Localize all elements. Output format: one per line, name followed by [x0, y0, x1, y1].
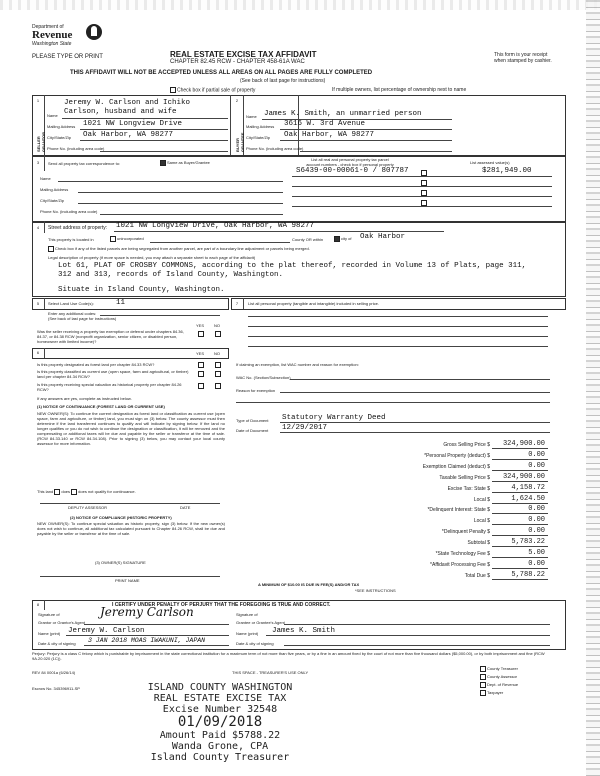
- segregated-label: Check box if any of the listed parcels are being segregated from another parcel, are part of a boundary line adjustment or parcels being merged.: [55, 246, 310, 252]
- city-of-label: city of: [341, 236, 352, 242]
- rule: [284, 645, 550, 646]
- q2-yes-checkbox[interactable]: [198, 371, 204, 377]
- seller-name[interactable]: Jeremy W. Carlson and Ichiko Carlson, husband and wife: [64, 99, 191, 116]
- copy-distribution: [480, 666, 518, 696]
- amount-rule: [492, 546, 548, 547]
- buyer-city-label: City/State/Zip: [246, 135, 271, 140]
- corr-mailing-label: Mailing Address: [40, 187, 69, 192]
- rule: [236, 402, 550, 403]
- divider: [243, 298, 244, 309]
- sec6-q1: Is this property designated as forest land per chapter 84.33 RCW?: [37, 362, 155, 367]
- amount-value[interactable]: 5,783.22: [511, 538, 545, 546]
- does-not-checkbox[interactable]: [71, 489, 77, 495]
- buyer-phone-label: Phone No. (including area code): [246, 146, 304, 151]
- notice1-title: (1) NOTICE OF CONTINUANCE (FOREST LAND OR CURRENT USE): [37, 404, 165, 409]
- seller-side-label: SELLER GRANTOR: [36, 131, 46, 152]
- sec5-yes: YES: [196, 323, 205, 328]
- amount-rule: [492, 481, 548, 482]
- rule: [248, 316, 548, 317]
- city-of-checkbox[interactable]: [334, 236, 340, 242]
- divider: [230, 95, 231, 156]
- rule: [248, 326, 548, 327]
- does-label: does: [61, 489, 71, 495]
- divider: [44, 348, 45, 358]
- sec5-no: NO: [214, 323, 220, 328]
- rule: [292, 176, 552, 177]
- q2-no-checkbox[interactable]: [215, 371, 221, 377]
- grantor-name-label: Name (print): [38, 631, 61, 636]
- partial-sale[interactable]: [170, 87, 255, 93]
- rule: [80, 140, 228, 141]
- assessed-value[interactable]: $281,949.00: [482, 167, 532, 175]
- please-type: PLEASE TYPE OR PRINT: [32, 54, 103, 60]
- amount-rule: [492, 503, 548, 504]
- amount-value[interactable]: 0.00: [528, 451, 545, 459]
- q3-no-checkbox[interactable]: [215, 383, 221, 389]
- amount-value[interactable]: 4,158.72: [511, 484, 545, 492]
- located-label: This property is located in: [48, 237, 94, 242]
- stamp-line-4: 01/09/2018: [177, 714, 263, 730]
- amount-label: Taxable Selling Price $: [439, 475, 490, 481]
- corr-name-label: Name: [40, 176, 51, 181]
- amount-label: *Delinquent Interest: State $: [427, 507, 490, 513]
- stamp-line-1: ISLAND COUNTY WASHINGTON: [147, 682, 293, 693]
- amount-rule: [492, 513, 548, 514]
- rule: [280, 422, 550, 423]
- amount-rule: [492, 492, 548, 493]
- treasurer-only: THIS SPACE - TREASURER'S USE ONLY: [232, 670, 309, 675]
- owners-signature: (3) OWNER(S) SIGNATURE: [95, 560, 146, 565]
- amount-rule: [492, 470, 548, 471]
- stamp-line-6: Wanda Grone, CPA: [171, 741, 269, 752]
- deputy-date: DATE: [180, 505, 191, 510]
- rule: [292, 206, 552, 207]
- additional-codes-label: Enter any additional codes:: [48, 311, 97, 316]
- divider: [44, 600, 45, 610]
- city-of[interactable]: [334, 236, 351, 242]
- divider: [44, 221, 45, 233]
- seller-mailing-label: Mailing Address: [47, 124, 76, 129]
- receipt-note-2: when stamped by cashier.: [494, 58, 552, 64]
- section-1-num: 1: [36, 98, 40, 103]
- buyer-name-label: Name: [246, 114, 257, 119]
- scan-artifact-top: [0, 0, 600, 10]
- rule: [100, 315, 220, 316]
- grantor-signature[interactable]: Jeremy Carlson: [100, 605, 194, 619]
- dept-line3: Washington State: [32, 41, 72, 47]
- buyer-name[interactable]: James K. Smith, an unmarried person: [264, 110, 422, 118]
- unincorporated[interactable]: [110, 236, 144, 242]
- rule: [280, 432, 550, 433]
- rule: [280, 140, 452, 141]
- legal-label: Legal description of property (if more space is needed, you may attach a separate sheet to each page of the affidavit): [48, 255, 256, 260]
- does-checkbox[interactable]: [54, 489, 60, 495]
- multiple-owners: If multiple owners, list percentage of ownership next to name: [332, 87, 467, 93]
- seller-mailing[interactable]: 1021 NW Longview Drive: [83, 120, 183, 128]
- rev-number: REV 84 0001a (6/26/14): [32, 670, 76, 675]
- deputy-assessor: DEPUTY ASSESSOR: [68, 505, 108, 510]
- exemption-question: Was the seller receiving a property tax exemption or deferral under chapters 84.36, 84.37, or 84.38 RCW (nonprofit organization, senior citizen, or disabled person, homeowner with limited income)?: [37, 329, 184, 344]
- amount-label: Excise Tax: State $: [447, 486, 490, 492]
- property-city[interactable]: Oak Harbor: [360, 233, 406, 241]
- minimum-note: A MINIMUM OF $10.00 IS DUE IN FEE(S) AND/OR TAX: [258, 582, 360, 587]
- rule: [300, 151, 452, 152]
- corr-city-label: City/State/Zip: [40, 198, 65, 203]
- street-address[interactable]: 1021 NW Longview Drive, Oak Harbor, WA 98277: [116, 222, 315, 230]
- rule: [290, 379, 550, 380]
- amount-value[interactable]: 324,900.00: [502, 473, 545, 481]
- copy-checkbox[interactable]: [480, 690, 486, 696]
- land-use-code[interactable]: 11: [116, 299, 126, 307]
- amount-rule: [492, 524, 548, 525]
- unincorporated-checkbox[interactable]: [110, 236, 116, 242]
- dept-line2: Revenue: [32, 29, 73, 41]
- correspondence-label: Send all property tax correspondence to:: [48, 161, 121, 166]
- copy-label: Dept. of Revenue: [487, 682, 519, 688]
- rule: [58, 181, 283, 182]
- sig-label-right: Signature of: [236, 612, 258, 617]
- section-6-num: 6: [36, 350, 40, 355]
- amount-rule: [492, 557, 548, 558]
- sec5-no-checkbox[interactable]: [215, 331, 221, 337]
- amount-label: Total Due $: [464, 573, 490, 579]
- amount-rule: [492, 568, 548, 569]
- amount-rule: [492, 579, 548, 580]
- street-label: Street address of property:: [48, 225, 108, 231]
- escrow-number: Escrow No. 345396911-SP: [32, 686, 80, 691]
- grantee-name[interactable]: James K. Smith: [272, 627, 336, 635]
- amount-value[interactable]: 1,624.50: [511, 495, 545, 503]
- rule: [150, 242, 290, 243]
- segregated-checkbox[interactable]: [48, 246, 54, 252]
- seller-city-label: City/State/Zip: [47, 135, 72, 140]
- rule: [284, 624, 550, 625]
- amount-value[interactable]: 0.00: [528, 516, 545, 524]
- amount-label: Subtotal $: [467, 540, 490, 546]
- divider: [44, 298, 45, 309]
- buyer-mailing[interactable]: 3616 W. 3rd Avenue: [284, 120, 366, 128]
- rule: [280, 129, 452, 130]
- copy-label: County Treasurer: [487, 666, 518, 672]
- sec5-yes-checkbox[interactable]: [198, 331, 204, 337]
- doc-type[interactable]: Statutory Warranty Deed: [282, 414, 386, 422]
- sec6-q-any: If any answers are yes, complete as instructed below.: [37, 396, 132, 401]
- land-use-label: Select Land Use Code(s):: [48, 301, 94, 306]
- scan-artifact-right: [586, 0, 600, 776]
- amount-value[interactable]: 5.00: [528, 549, 545, 557]
- grantor-date-label: Date & city of signing: [38, 641, 76, 646]
- form-title: REAL ESTATE EXCISE TAX AFFIDAVIT: [170, 50, 317, 59]
- q3-yes-checkbox[interactable]: [198, 383, 204, 389]
- rule: [66, 635, 229, 636]
- section-4-num: 4: [36, 225, 40, 230]
- dor-emblem-icon: [86, 24, 102, 40]
- treasurer-stamp: [100, 682, 340, 763]
- see-instructions: *SEE INSTRUCTIONS: [355, 588, 396, 593]
- grantee-date-label: Date & city of signing: [236, 641, 274, 646]
- parcel-header-2: account numbers - check box if personal property: [306, 162, 394, 167]
- stamp-line-2: REAL ESTATE EXCISE TAX: [153, 693, 287, 704]
- seller-phone-label: Phone No. (including area code): [47, 146, 105, 151]
- amount-label: *Personal Property (deduct) $: [424, 453, 490, 459]
- exemption-claim-label: If claiming an exemption, list WAC number and reason for exemption:: [236, 362, 359, 367]
- receipt-note-1: This form is your receipt: [494, 52, 548, 58]
- dept-line1: Department of: [32, 24, 64, 30]
- doc-type-label: Type of Document: [236, 418, 269, 423]
- reason-label: Reason for exemption: [236, 388, 276, 393]
- rule: [114, 231, 444, 232]
- stamp-line-5: Amount Paid $5788.22: [159, 730, 281, 741]
- amount-rule: [492, 448, 548, 449]
- land-qualify-label: This land: [37, 489, 54, 495]
- assessed-header: List assessed value(s): [470, 160, 510, 165]
- amount-value[interactable]: 0.00: [528, 462, 545, 470]
- grantee-name-label: Name (print): [236, 631, 259, 636]
- amount-label: *Affidavit Processing Fee $: [430, 562, 490, 568]
- rule: [40, 576, 220, 577]
- warning-line: THIS AFFIDAVIT WILL NOT BE ACCEPTED UNLESS ALL AREAS ON ALL PAGES ARE FULLY COMPLETED: [70, 70, 373, 76]
- corr-phone-label: Phone No. (including area code): [40, 209, 98, 214]
- copy-label: County Assessor: [487, 674, 518, 680]
- sec6-yes: YES: [196, 351, 205, 356]
- copy-label: Taxpayer: [487, 690, 504, 696]
- sig-label-left: Signature of: [38, 612, 60, 617]
- grantee-label: Grantee or Grantee's Agent: [236, 620, 285, 625]
- doc-date-label: Date of Document: [236, 428, 269, 433]
- rule: [84, 645, 229, 646]
- amount-value[interactable]: 5,788.22: [511, 571, 545, 579]
- land-qualify: [37, 489, 136, 495]
- amount-label: *Delinquent Penalty $: [441, 529, 490, 535]
- copy-checkbox[interactable]: [480, 674, 486, 680]
- amount-rule: [492, 459, 548, 460]
- amount-rule: [492, 535, 548, 536]
- same-as-buyer-label: Same as Buyer/Grantee: [167, 160, 210, 166]
- rule: [248, 346, 548, 347]
- seller-name-label: Name: [47, 113, 58, 118]
- rule: [100, 214, 283, 215]
- perjury-note: Perjury: Perjury is a class C felony which is punishable by imprisonment in the state correctional institution for a maximum term of not more than five years, or by a fine in an amount fixed by the court of not more than five thousand dollars ($5,000.00), or by both imprisonment and fine (RCW 9A.20.020 (1C)).: [32, 651, 545, 661]
- partial-sale-checkbox[interactable]: [170, 87, 176, 93]
- sec6-q3: Is this property receiving special valuation as historical property per chapter 84.26 RCW?: [37, 382, 182, 392]
- personal-property-label: List all personal property (tangible and intangible) included in selling price.: [248, 301, 379, 306]
- buyer-city[interactable]: Oak Harbor, WA 98277: [284, 131, 375, 139]
- stamp-line-7: Island County Treasurer: [150, 752, 290, 763]
- same-as-buyer[interactable]: [160, 160, 210, 166]
- section-3-num: 3: [36, 160, 40, 165]
- print-name: PRINT NAME: [115, 578, 140, 583]
- rule: [266, 635, 550, 636]
- rule: [40, 503, 220, 504]
- divider: [44, 155, 45, 171]
- grantor-label: Grantor or Grantor's Agent: [38, 620, 86, 625]
- notice2-text: NEW OWNER(S): To continue special valuation as historic property, sign (3) below. If the new owner(s) does not wish to continue, all additional tax calculated pursuant to Chapter 84.26 RCW, shall be due and payable by the seller or transferor at the time of sale.: [37, 521, 225, 536]
- notice1-text: NEW OWNER(S): To continue the current designation as forest land or classification as current use (open space, farm and agriculture, or timber) land, you must sign on (3) below. The county assessor must then determine if the land transferred continues to qualify and will indicate by signing below. If the land no longer qualifies or you do not wish to continue the designation or classification, it will be removed and the compensating or additional taxes will be due and payable by the seller or transferor at the time of sale. (RCW 84.33.140 or RCW 84.34.108). Prior to signing (3) below, you may contact your local county assessor for more information.: [37, 411, 225, 446]
- seller-city[interactable]: Oak Harbor, WA 98277: [83, 131, 174, 139]
- parcel-number[interactable]: S6439-00-00061-0 / 807787: [296, 167, 409, 175]
- form-chapter: CHAPTER 82.45 RCW - CHAPTER 458-61A WAC: [170, 59, 305, 65]
- section-7-num: 7: [235, 301, 239, 306]
- amount-label: Gross Selling Price $: [443, 442, 490, 448]
- amount-label: Local $: [473, 518, 490, 524]
- q1-yes-checkbox[interactable]: [198, 362, 204, 368]
- same-as-buyer-checkbox[interactable]: [160, 160, 166, 166]
- grantor-date-place[interactable]: 3 JAN 2018 MOAS IWAKUNI, JAPAN: [88, 637, 206, 644]
- parcel-header-1: List all real and personal property tax parcel: [311, 157, 389, 162]
- amount-label: Exemption Claimed (deduct) $: [422, 464, 490, 470]
- parcel-personal-checkbox-3[interactable]: [421, 190, 427, 196]
- copy-checkbox[interactable]: [480, 666, 486, 672]
- parcel-personal-checkbox-2[interactable]: [421, 180, 427, 186]
- rule: [78, 192, 283, 193]
- copy-checkbox[interactable]: [480, 682, 486, 688]
- see-back: (See back of last page for instructions): [240, 78, 326, 84]
- situate-line[interactable]: Situate in Island County, Washington.: [58, 286, 225, 294]
- legal-line-2[interactable]: 312 and 313, records of Island County, Washington.: [58, 271, 284, 279]
- rule: [248, 336, 548, 337]
- grantor-name[interactable]: Jeremy W. Carlson: [68, 627, 145, 635]
- segregated[interactable]: [48, 246, 310, 252]
- does-not-label: does not qualify for continuance.: [78, 489, 136, 495]
- wac-label: WAC No. (Section/Subsection): [236, 375, 291, 380]
- sec5-see-back: (See back of last page for instructions): [48, 316, 117, 321]
- rule: [84, 624, 229, 625]
- section-8-num: 8: [36, 602, 40, 607]
- doc-date[interactable]: 12/29/2017: [282, 424, 328, 432]
- rule: [280, 392, 550, 393]
- notice2-title: (2) NOTICE OF COMPLIANCE (HISTORIC PROPERTY): [70, 515, 172, 520]
- section-5-num: 5: [36, 301, 40, 306]
- rule: [62, 118, 228, 119]
- partial-sale-label: Check box if partial sale of property: [177, 87, 256, 94]
- amount-value[interactable]: 0.00: [528, 560, 545, 568]
- amount-value[interactable]: 0.00: [528, 505, 545, 513]
- rule: [100, 151, 228, 152]
- stamp-line-3: Excise Number 32548: [162, 704, 278, 715]
- certify-line: I CERTIFY UNDER PENALTY OF PERJURY THAT THE FOREGOING IS TRUE AND CORRECT.: [112, 602, 331, 608]
- amount-value[interactable]: 324,900.00: [502, 440, 545, 448]
- amount-value[interactable]: 0.00: [528, 527, 545, 535]
- amount-label: Local $: [473, 497, 490, 503]
- amount-label: *State Technology Fee $: [435, 551, 490, 557]
- rule: [292, 186, 552, 187]
- legal-line-1[interactable]: Lot 61, PLAT OF CROSBY COMMONS, according to the plat thereof, recorded in Volume 13 of Plats, page 311,: [58, 262, 527, 270]
- rule: [78, 203, 283, 204]
- county-label: County OR within: [292, 237, 324, 242]
- buyer-side-label: BUYER GRANTEE: [235, 132, 245, 152]
- unincorporated-label: unincorporated: [117, 236, 144, 242]
- q1-no-checkbox[interactable]: [215, 362, 221, 368]
- section-2-num: 2: [235, 98, 239, 103]
- sec6-q2: Is this property classified as current use (open space, farm and agricultural, or timber) land per chapter 84.34 RCW?: [37, 369, 189, 379]
- sec6-no: NO: [214, 351, 220, 356]
- buyer-mailing-label: Mailing Address: [246, 124, 275, 129]
- parcel-personal-checkbox-4[interactable]: [421, 200, 427, 206]
- parcel-personal-checkbox-1[interactable]: [421, 170, 427, 176]
- rule: [292, 196, 552, 197]
- rule: [80, 129, 228, 130]
